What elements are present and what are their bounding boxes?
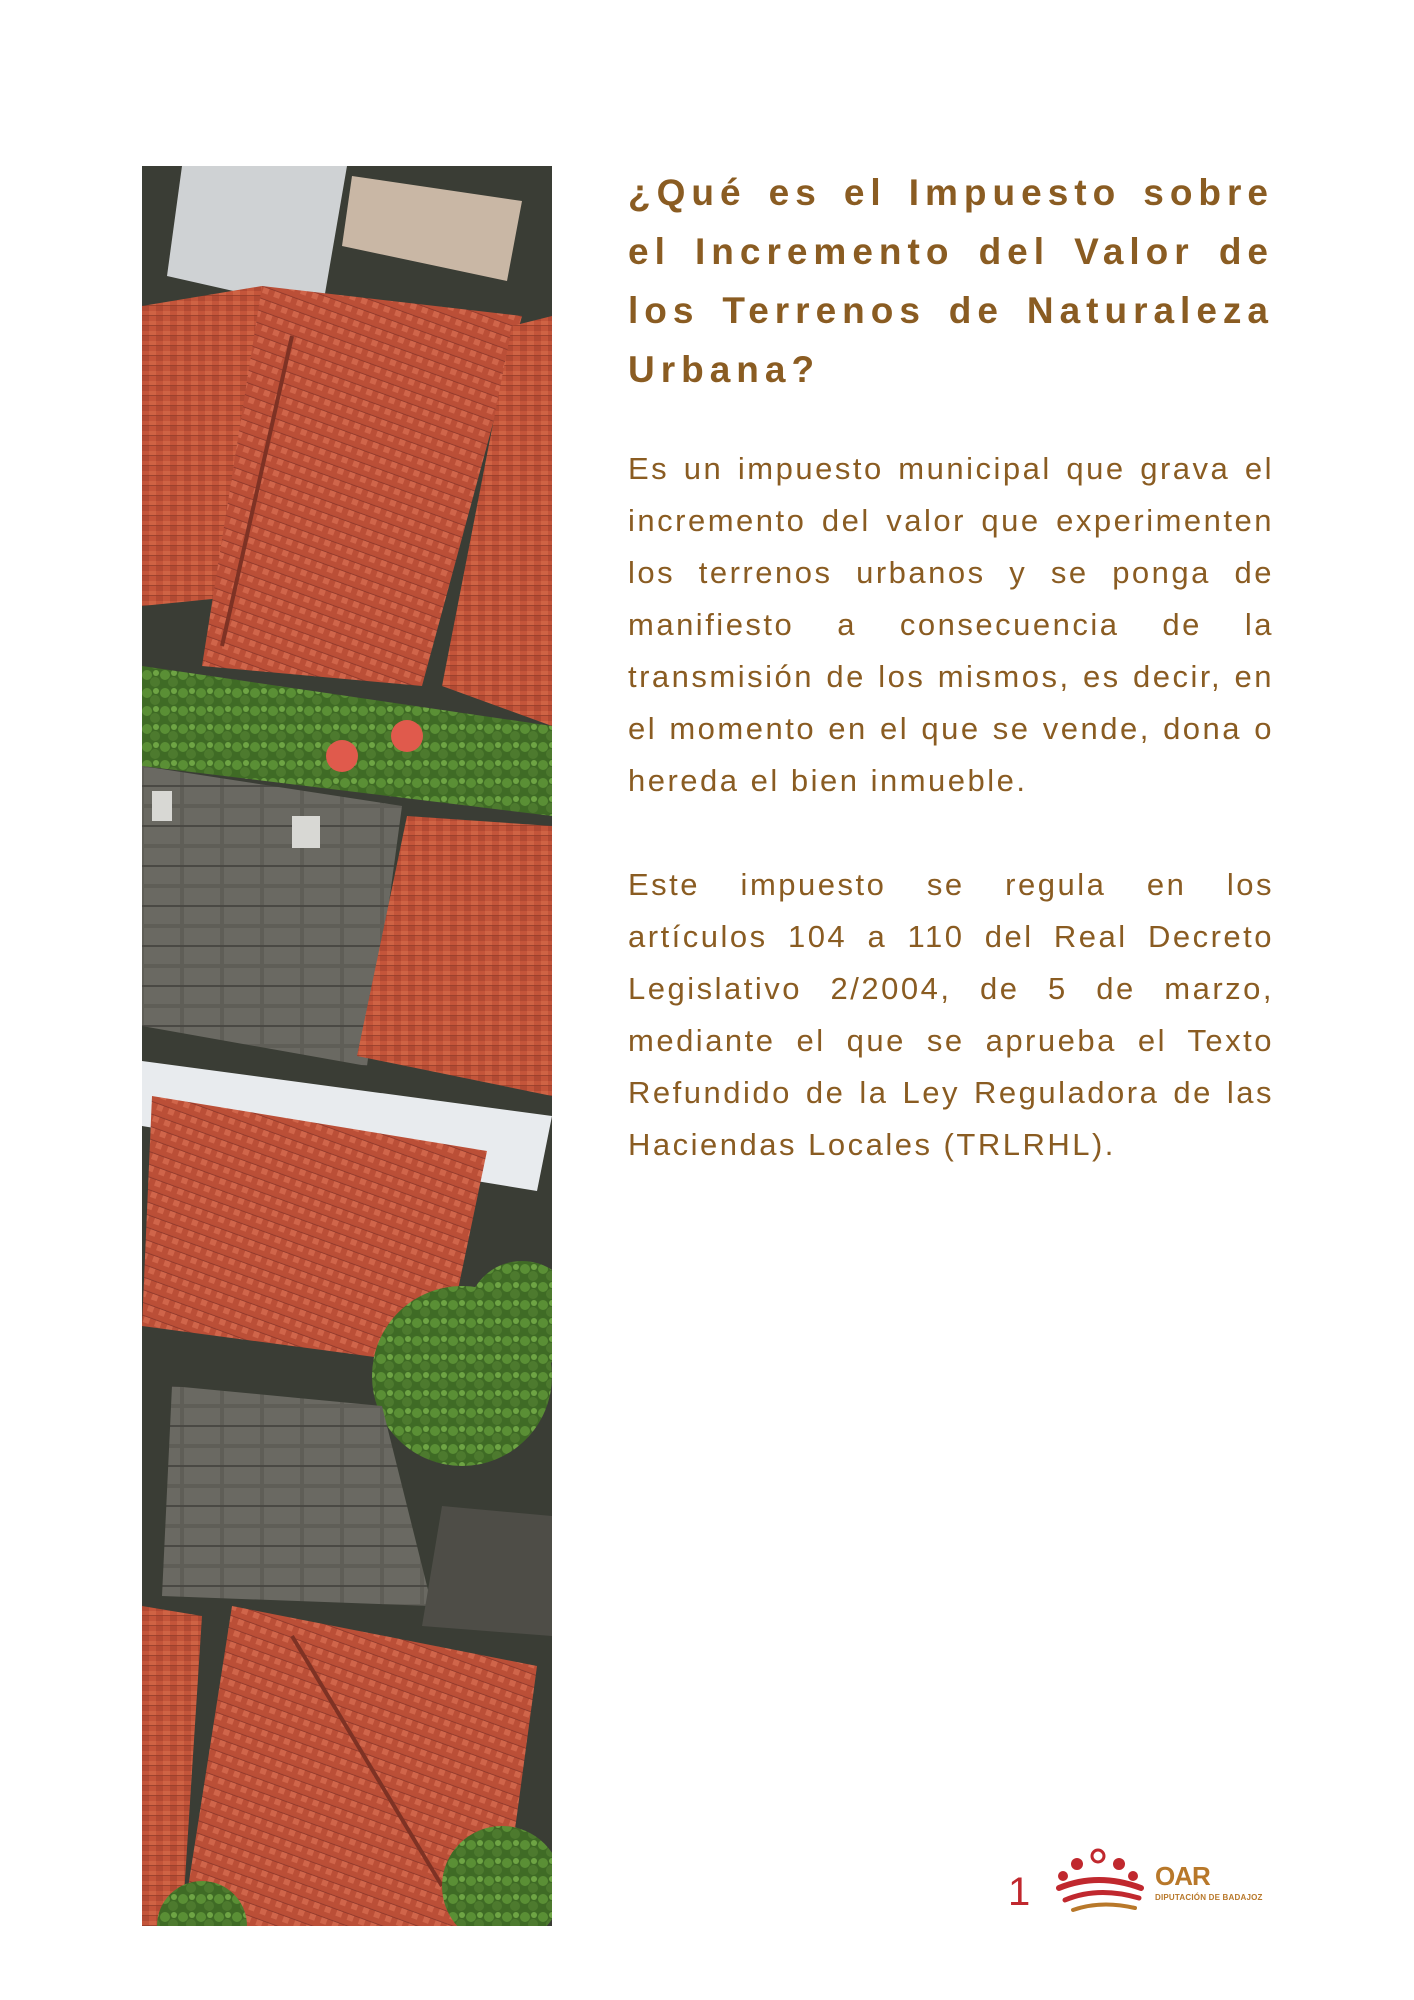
page-title: ¿Qué es el Impuesto sobre el Incremento del Valor de los Terrenos de Naturaleza Urbana? [628, 172, 1274, 390]
page-number: 1 [1008, 1870, 1031, 1914]
logo-name: OAR [1155, 1861, 1210, 1891]
oar-logo [1055, 1848, 1275, 1918]
oar-emblem-icon [1055, 1848, 1151, 1918]
logo-subtitle: DIPUTACIÓN DE BADAJOZ [1155, 1893, 1263, 1902]
paragraph-definition: Es un impuesto municipal que grava el incremento del valor que experimenten los terrenos urbanos y se ponga de manifiesto a consecuencia de la transmisión de los mismos, es decir, en el momento en el que se vende, dona o hereda el bien inmueble. [628, 451, 1274, 798]
paragraph-regulation: Este impuesto se regula en los artículos 104 a 110 del Real Decreto Legislativo 2/2004, de 5 de marzo, mediante el que se aprueba el Texto Refundido de la Ley Reguladora de las Haciendas Locales (TRLRHL). [628, 867, 1274, 1162]
aerial-rooftops-photo [142, 166, 552, 1926]
text-column [628, 163, 1274, 1171]
